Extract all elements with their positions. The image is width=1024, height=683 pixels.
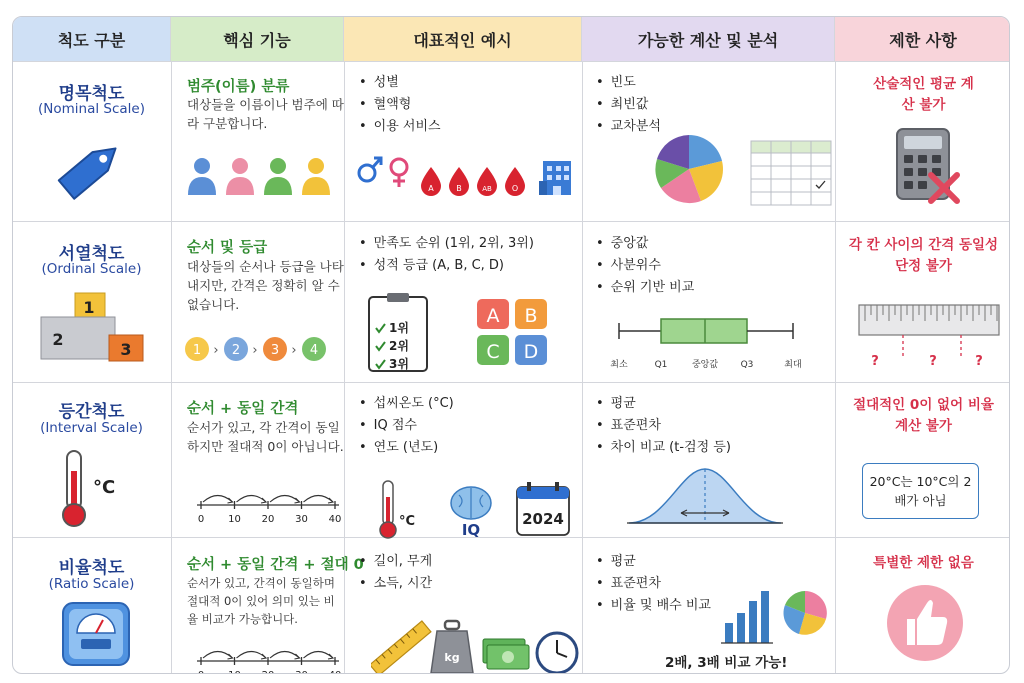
svg-text:›: › — [291, 343, 297, 358]
scale-name: 비율척도 — [58, 558, 125, 578]
header-analysis — [582, 17, 835, 61]
analysis-item: • 순위 기반 비교 — [596, 277, 694, 299]
person-icon — [302, 158, 330, 195]
bar-chart-icon — [721, 591, 773, 643]
interval-arc — [237, 496, 267, 503]
analysis-item: • 비율 및 배수 비교 — [596, 595, 711, 617]
interval-arc — [304, 496, 334, 503]
analysis-item: • 차이 비교 (t-검정 등) — [596, 437, 731, 459]
limitation-text — [836, 235, 1010, 277]
building-icon — [539, 161, 571, 195]
function-description: 순서가 있고, 각 간격이 동일하지만 절대적 0이 아닙니다. — [187, 420, 344, 454]
scale-name: 등간척도 — [58, 402, 125, 422]
interval-arc — [203, 652, 233, 659]
function-description: 대상들의 순서나 등급을 나타내지만, 간격은 정확히 알 수 없습니다. — [187, 259, 344, 312]
analysis-item: • 표준편차 — [596, 573, 711, 595]
person-icon — [188, 158, 216, 195]
uneven-ruler-icon — [855, 301, 1005, 373]
limitation-text: 특별한 제한 없음 — [873, 555, 974, 571]
calculator-crossed-icon — [893, 125, 963, 207]
limitation-label: 산술적인 평균 계산 불가 — [873, 76, 974, 113]
function-title: 순서 및 등급 — [187, 240, 268, 256]
weight-icon — [431, 621, 473, 673]
thermometer-icon — [59, 447, 139, 531]
axis-tick-label: 0 — [197, 670, 205, 681]
boxplot-label: Q3 — [740, 360, 754, 370]
limitation-example-box — [862, 463, 979, 519]
blood-type-label: B — [456, 184, 462, 193]
header-core-function — [171, 17, 344, 61]
example-icons — [353, 143, 578, 199]
boxplot-label: 최소 — [610, 360, 628, 370]
analysis-item: • 최빈값 — [596, 94, 661, 116]
example-item: • 길이, 무게 — [359, 551, 432, 573]
female-symbol-icon — [391, 159, 407, 187]
order-number: 4 — [309, 343, 319, 358]
tag-icon — [51, 129, 131, 209]
analysis-list — [596, 551, 711, 617]
example-list — [359, 551, 432, 595]
grid-line — [13, 382, 1009, 383]
iq-label: IQ — [461, 521, 481, 539]
unit-label: °C — [93, 477, 116, 498]
grade-label: B — [524, 305, 538, 327]
question-mark: ? — [929, 354, 937, 369]
people-category-icons — [185, 155, 335, 197]
interval-arc — [270, 496, 300, 503]
blood-drop-icon — [505, 167, 525, 196]
person-icon — [264, 158, 292, 195]
podium-rank-label: 1 — [83, 298, 95, 317]
boxplot-icon — [605, 313, 825, 375]
bar-and-pie-icons — [719, 587, 829, 647]
boxplot-label: 중앙값 — [691, 360, 719, 370]
analysis-list — [596, 233, 694, 299]
blood-type-label: AB — [482, 185, 492, 193]
analysis-list — [596, 393, 731, 459]
boxplot-label: Q1 — [654, 360, 668, 370]
grid-line — [171, 61, 172, 673]
axis-tick-label: 0 — [197, 514, 205, 525]
question-mark: ? — [975, 354, 983, 369]
male-symbol-icon — [359, 158, 381, 181]
example-item: • 연도 (년도) — [359, 437, 454, 459]
boxplot-label: 최대 — [784, 360, 802, 370]
order-number: 2 — [231, 343, 241, 358]
scale-english-name: (Interval Scale) — [40, 420, 143, 436]
money-icon — [483, 639, 529, 669]
limitation-text — [836, 395, 1010, 437]
example-list — [359, 72, 441, 138]
calendar-icon — [517, 482, 569, 535]
example-item: • 성적 등급 (A, B, C, D) — [359, 255, 534, 277]
example-item: • 이용 서비스 — [359, 116, 441, 138]
analysis-list — [596, 72, 661, 138]
axis-tick-label: 40 — [328, 514, 342, 525]
header-scale-type — [13, 17, 171, 61]
analysis-note: 2배, 3배 비교 가능! — [665, 655, 788, 671]
example-item: • 성별 — [359, 72, 441, 94]
analysis-item: • 사분위수 — [596, 255, 694, 277]
axis-tick-label: 20 — [261, 514, 275, 525]
function-title: 범주(이름) 분류 — [187, 79, 290, 95]
analysis-item: • 평균 — [596, 393, 731, 415]
grade-label: C — [486, 341, 500, 363]
blood-drop-icon — [477, 167, 497, 196]
limitation-text — [836, 74, 1010, 116]
example-item: • 만족도 순위 (1위, 2위, 3위) — [359, 233, 534, 255]
example-item: • 섭씨온도 (°C) — [359, 393, 454, 415]
order-number: 1 — [192, 343, 202, 358]
ratio-axis — [183, 643, 343, 681]
pie-chart-icon — [784, 591, 827, 635]
thermometer-icon — [380, 481, 415, 538]
grid-line — [835, 61, 836, 673]
header-label: 핵심 기능 — [223, 30, 291, 50]
rank-label: 3위 — [389, 357, 409, 371]
example-item: • 혈액형 — [359, 94, 441, 116]
axis-tick-label: 30 — [295, 514, 308, 525]
normal-distribution-icon — [625, 465, 785, 535]
grid-line — [13, 221, 1009, 222]
example-list — [359, 233, 534, 277]
podium-rank-label: 3 — [120, 340, 132, 359]
axis-tick-label: 10 — [228, 514, 241, 525]
header-label: 가능한 계산 및 분석 — [637, 30, 779, 50]
grade-label: A — [486, 305, 500, 327]
podium-icon — [39, 289, 159, 365]
scale-english-name: (Nominal Scale) — [38, 101, 145, 117]
weight-unit-label: kg — [444, 651, 460, 664]
function-description: 순서가 있고, 간격이 동일하며 절대적 0이 있어 의미 있는 비율 비교가 가능합니다. — [187, 576, 335, 626]
axis-tick-label: 10 — [228, 670, 241, 681]
ruler-icon — [371, 621, 431, 674]
interval-example-icons — [377, 475, 577, 545]
blood-drop-icon — [449, 167, 469, 196]
axis-tick-label: 30 — [295, 670, 308, 681]
scale-english-name: (Ratio Scale) — [48, 576, 135, 592]
example-item: • 소득, 시간 — [359, 573, 432, 595]
interval-arc — [304, 652, 334, 659]
pie-and-crosstab-icons — [653, 129, 833, 209]
year-label: 2024 — [522, 510, 564, 528]
blood-type-label: O — [511, 184, 519, 193]
clipboard-ranking-icon — [365, 291, 441, 375]
interval-axis — [183, 487, 343, 527]
interval-arc — [270, 652, 300, 659]
grade-label: D — [523, 341, 539, 363]
question-mark: ? — [871, 354, 879, 369]
function-title: 순서 + 동일 간격 + 절대 0 — [187, 557, 364, 573]
clock-icon — [537, 633, 577, 673]
scale-name: 명목척도 — [58, 84, 125, 104]
scale-name: 서열척도 — [58, 244, 125, 264]
analysis-item: • 표준편차 — [596, 415, 731, 437]
analysis-item: • 빈도 — [596, 72, 661, 94]
scale-english-name: (Ordinal Scale) — [41, 261, 142, 277]
brain-icon — [451, 487, 491, 539]
header-label: 대표적인 예시 — [413, 30, 512, 50]
pie-chart-icon — [655, 135, 723, 203]
scale-comparison-table — [12, 16, 1010, 681]
thumbs-up-icon — [885, 583, 965, 663]
rank-label: 1위 — [389, 321, 409, 335]
svg-text:›: › — [213, 343, 219, 358]
person-icon — [226, 158, 254, 195]
example-list — [359, 393, 454, 459]
interval-arc — [203, 496, 233, 503]
grid-line — [13, 61, 1009, 62]
limitation-label: 각 칸 사이의 간격 동일성 단정 불가 — [848, 237, 999, 274]
scale-weighing-icon — [59, 601, 135, 667]
function-description: 대상들을 이름이나 범주에 따라 구분합니다. — [187, 97, 344, 131]
order-number: 3 — [270, 343, 280, 358]
header-limitations — [835, 17, 1010, 61]
analysis-item: • 교차분석 — [596, 116, 661, 138]
example-item: • IQ 점수 — [359, 415, 454, 437]
header-examples — [344, 17, 582, 61]
axis-tick-label: 20 — [261, 670, 275, 681]
grid-line — [582, 61, 583, 673]
unit-label: °C — [399, 514, 416, 529]
analysis-item: • 평균 — [596, 551, 711, 573]
header-label: 척도 구분 — [57, 30, 126, 50]
crosstab-table-icon — [751, 141, 831, 205]
grade-blocks-icon — [473, 297, 553, 369]
axis-tick-label: 40 — [328, 670, 342, 681]
rank-label: 2위 — [389, 339, 409, 353]
svg-text:›: › — [252, 343, 258, 358]
limitation-example-text: 20°C는 10°C의 2배가 아님 — [869, 474, 972, 508]
analysis-item: • 중앙값 — [596, 233, 694, 255]
header-label: 제한 사항 — [889, 30, 957, 50]
blood-drop-icon — [421, 167, 441, 196]
podium-rank-label: 2 — [52, 330, 64, 349]
interval-arc — [237, 652, 267, 659]
order-circles — [183, 335, 343, 363]
ratio-example-icons — [371, 617, 581, 674]
function-title: 순서 + 동일 간격 — [187, 401, 299, 417]
limitation-label: 절대적인 0이 없어 비율 계산 불가 — [853, 397, 994, 434]
blood-type-label: A — [428, 184, 434, 193]
